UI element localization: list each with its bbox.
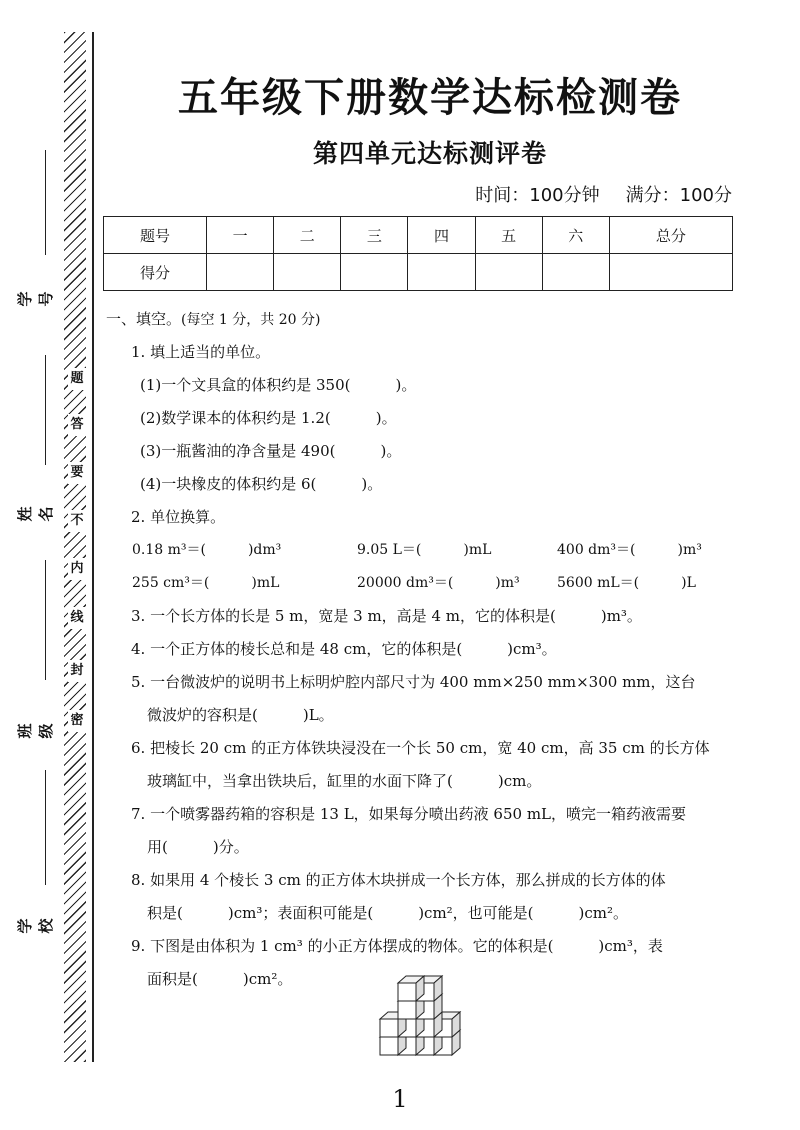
conversion-row (106, 534, 746, 567)
section-fill-in (106, 303, 746, 996)
seal-word: 要 (68, 462, 86, 484)
class-label: 班级 (16, 723, 55, 739)
page-number: 1 (392, 1085, 408, 1113)
table-header-cell: 总分 (609, 217, 732, 254)
table-header-cell: 六 (542, 217, 609, 254)
question-9: 9. 下图是由体积为 1 cm³ 的小正方体摆成的物体。它的体积是( )cm³，表 (131, 937, 663, 955)
score-cell[interactable] (408, 254, 475, 291)
section-title: 一、填空。 (106, 310, 182, 328)
conversion-row (106, 567, 746, 600)
question-7-continued: 用( )分。 (147, 838, 249, 856)
question-8-continued: 积是( )cm³；表面积可能是( )cm²，也可能是( )cm²。 (147, 904, 629, 922)
question-7: 7. 一个喷雾器药箱的容积是 13 L，如果每分喷出药液 650 mL，喷完一箱药液需要 (131, 805, 687, 823)
score-row-label: 得分 (104, 254, 207, 291)
seal-word: 密 (68, 710, 86, 732)
page-subtitle: 第四单元达标测评卷 (312, 139, 547, 168)
question-1-part: (3)一瓶酱油的净含量是 490( )。 (140, 442, 402, 460)
school-line[interactable] (45, 770, 46, 885)
question-2: 2. 单位换算。 (131, 508, 226, 526)
question-1-part: (2)数学课本的体积约是 1.2( )。 (140, 409, 397, 427)
question-9-continued: 面积是( )cm²。 (147, 970, 293, 988)
question-5: 5. 一台微波炉的说明书上标明炉腔内部尺寸为 400 mm×250 mm×300 mm，这台 (131, 673, 696, 691)
conversion-item: 9.05 L＝( )mL (357, 542, 492, 558)
cube-face (380, 1037, 398, 1055)
score-table (103, 216, 733, 291)
score-cell[interactable] (609, 254, 732, 291)
question-1-part: (1)一个文具盒的体积约是 350( )。 (140, 376, 417, 394)
name-line[interactable] (45, 355, 46, 465)
seal-word: 内 (68, 558, 86, 580)
table-header-cell: 五 (475, 217, 542, 254)
student-id-label: 学号 (16, 291, 55, 307)
cube-face (398, 983, 416, 1001)
conversion-item: 400 dm³＝( )m³ (557, 542, 702, 558)
cube-stack-figure (378, 975, 478, 1060)
score-table-header-row (104, 217, 733, 254)
full-score: 满分：100分 (625, 185, 732, 206)
conversion-item: 20000 dm³＝( )m³ (357, 575, 520, 591)
seal-word: 封 (68, 660, 86, 682)
table-header-cell: 三 (341, 217, 408, 254)
conversion-item: 0.18 m³＝( )dm³ (132, 542, 282, 558)
table-header-cell: 二 (274, 217, 341, 254)
question-6-continued: 玻璃缸中，当拿出铁块后，缸里的水面下降了( )cm。 (147, 772, 542, 790)
question-5-continued: 微波炉的容积是( )L。 (147, 706, 334, 724)
class-line[interactable] (45, 560, 46, 680)
seal-word: 不 (68, 510, 86, 532)
school-label: 学校 (16, 918, 55, 934)
question-1: 1. 填上适当的单位。 (131, 343, 271, 361)
student-id-line[interactable] (45, 150, 46, 255)
score-cell[interactable] (207, 254, 274, 291)
name-label: 姓名 (16, 506, 55, 522)
question-8: 8. 如果用 4 个棱长 3 cm 的正方体木块拼成一个长方体，那么拼成的长方体的体 (131, 871, 666, 889)
score-table-score-row (104, 254, 733, 291)
score-cell[interactable] (475, 254, 542, 291)
table-header-cell: 题号 (104, 217, 207, 254)
table-header-cell: 一 (207, 217, 274, 254)
binding-hatch (64, 32, 86, 1062)
section-heading (106, 303, 746, 336)
question-6: 6. 把棱长 20 cm 的正方体铁块浸没在一个长 50 cm，宽 40 cm，高 35 cm 的长方体 (131, 739, 710, 757)
page-title: 五年级下册数学达标检测卷 (178, 75, 682, 121)
score-cell[interactable] (341, 254, 408, 291)
section-note: (每空 1 分，共 20 分) (181, 312, 321, 328)
question-4: 4. 一个正方体的棱长总和是 48 cm，它的体积是( )cm³。 (131, 640, 557, 658)
table-header-cell: 四 (408, 217, 475, 254)
cube-face (380, 1019, 398, 1037)
conversion-item: 255 cm³＝( )mL (132, 575, 280, 591)
question-3: 3. 一个长方体的长是 5 m，宽是 3 m，高是 4 m，它的体积是( )m³。 (131, 607, 642, 625)
time-limit: 时间：100分钟 (475, 185, 600, 206)
seal-word: 答 (68, 414, 86, 436)
binding-margin (0, 0, 100, 1130)
seal-word: 线 (68, 607, 86, 629)
conversion-item: 5600 mL＝( )L (557, 575, 696, 591)
question-1-part: (4)一块橡皮的体积约是 6( )。 (140, 475, 383, 493)
cube-face (398, 1001, 416, 1019)
score-cell[interactable] (542, 254, 609, 291)
score-cell[interactable] (274, 254, 341, 291)
exam-meta (475, 181, 732, 207)
seal-word: 题 (68, 368, 86, 390)
binding-rule (92, 32, 94, 1062)
